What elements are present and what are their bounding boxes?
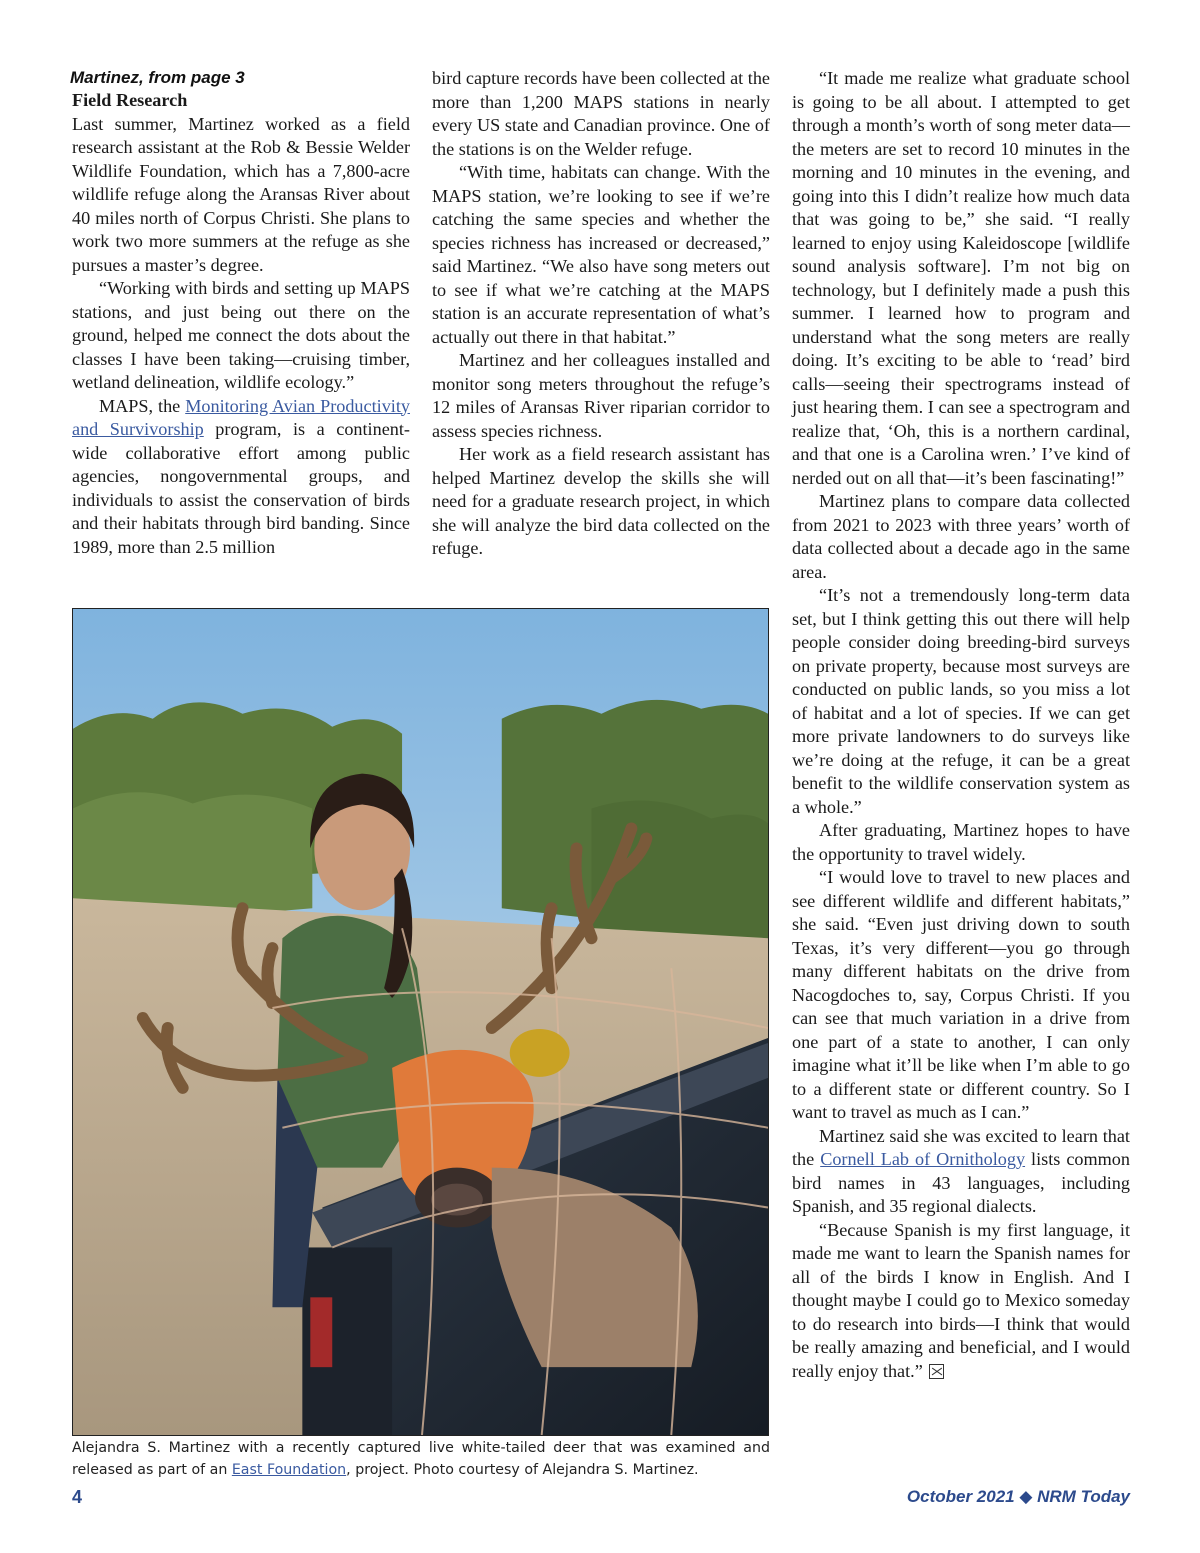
paragraph: “Because Spanish is my first language, it made me want to learn the Spanish names for all of the birds I know in English. And I thought maybe I could go to Mexico someday to do research into birds—I think that would be really amazing and beneficial, and I would really enjoy that.” <box>792 1219 1130 1381</box>
paragraph: After graduating, Martinez hopes to have the opportunity to travel widely. <box>792 820 1130 864</box>
deer-photo-illustration <box>73 609 768 1435</box>
article-column-1 <box>72 67 410 559</box>
paragraph: bird capture records have been collected at the more than 1,200 MAPS stations in nearly every US state and Canadian province. One of the stations is on the Welder refuge. <box>432 68 770 159</box>
paragraph: “Working with birds and setting up MAPS stations, and just being out there on the ground, helped me connect the dots about the classes I have been taking—cruising timber, wetland delineation, wildlife ecology.” <box>72 278 410 392</box>
cornell-lab-link[interactable]: Cornell Lab of Ornithology <box>820 1149 1026 1169</box>
photo-caption: Alejandra S. Martinez with a recently captured live white-tailed deer that was examined and released as part of an East Foundation, project. Photo courtesy of Alejandra S. Martinez. <box>72 1440 770 1478</box>
issue-footer: October 2021 ◆ NRM Today <box>906 1487 1130 1506</box>
paragraph: Martinez and her colleagues installed and monitor song meters throughout the refuge’s 12 miles of Aransas River riparian corridor to assess species richness. <box>432 350 770 441</box>
paragraph: MAPS, the Monitoring Avian Productivity and Survivorship program, is a continent-wide collaborative effort among public agencies, nongovernmental groups, and individuals to assist the conservation of birds and their habitats through bird banding. Since 1989, more than 2.5 million <box>72 395 410 557</box>
paragraph: Martinez said she was excited to learn that the Cornell Lab of Ornithology lists common bird names in 43 languages, including Spanish, and 35 regional dialects. <box>792 1125 1130 1216</box>
east-foundation-link[interactable]: East Foundation <box>231 1462 347 1478</box>
paragraph: Martinez plans to compare data collected from 2021 to 2023 with three years’ worth of data collected about a decade ago in the same area. <box>792 491 1130 582</box>
article-photo <box>72 608 769 1436</box>
article-column-2 <box>432 67 770 561</box>
paragraph: “I would love to travel to new places and see different wildlife and different habitats,” she said. “Even just driving down to south Texas, it’s very different—you go through many different habitats on the drive from Nacogdoches to, say, Corpus Christi. If you can see that much variation in a drive from one part of a state to another, I can only imagine what it’ll be like when I’m able to go to a different state or different country. So I want to travel as much as I can.” <box>792 867 1130 1122</box>
article-column-3 <box>792 67 1130 1383</box>
paragraph: “With time, habitats can change. With the MAPS station, we’re looking to see if we’re catching the same species and whether the species richness has increased or decreased,” said Martinez. “We also have song meters out to see if what we’re catching at the MAPS station is an accurate representation of what’s actually out there in that habitat.” <box>432 162 770 347</box>
paragraph: Her work as a field research assistant has helped Martinez develop the skills she will need for a graduate research project, in which she will analyze the bird data collected on the refuge. <box>432 444 770 558</box>
continued-from-kicker: Martinez, from page 3 <box>70 68 245 87</box>
paragraph: Last summer, Martinez worked as a field research assistant at the Rob & Bessie Welder Wildlife Foundation, which has a 7,800-acre wildlife refuge along the Aransas River about 40 miles north of Corpus Christi. She plans to work two more summers at the refuge as she pursues a master’s degree. <box>72 113 410 275</box>
paragraph: “It made me realize what graduate school is going to be all about. I attempted to get through a month’s worth of song meter data—the meters are set to record 10 minutes in the morning and 10 minutes in the evening, and going into this I didn’t realize how much data that was going to be,” she said. “I really learned to enjoy using Kaleidoscope [wildlife sound analysis software]. I’m not big on technology, but I definitely made a push this summer. I learned how to program and understand what the song meters are really doing. It’s exciting to be able to ‘read’ bird calls—seeing their spectrograms instead of just hearing them. I can see a spectrogram and realize that, ‘Oh, this is a northern cardinal, and that one is a Carolina wren.’ I’ve kind of nerded out on all that—it’s been fascinating!” <box>792 68 1130 488</box>
paragraph: “It’s not a tremendously long-term data set, but I think getting this out there will help people consider doing breeding-bird surveys on private property, because most surveys are conducted on public lands, so you miss a lot of habitat and a lot of species. If we can get more private landowners to do surveys like we’re doing at the refuge, it can be a great benefit to the wildlife conservation system as a whole.” <box>792 585 1130 817</box>
page-number: 4 <box>72 1487 83 1507</box>
section-subhead: Field Research <box>72 90 188 110</box>
maps-program-link[interactable]: Monitoring Avian Productivity and Survivorship <box>72 395 410 439</box>
end-mark-icon <box>929 1364 944 1379</box>
